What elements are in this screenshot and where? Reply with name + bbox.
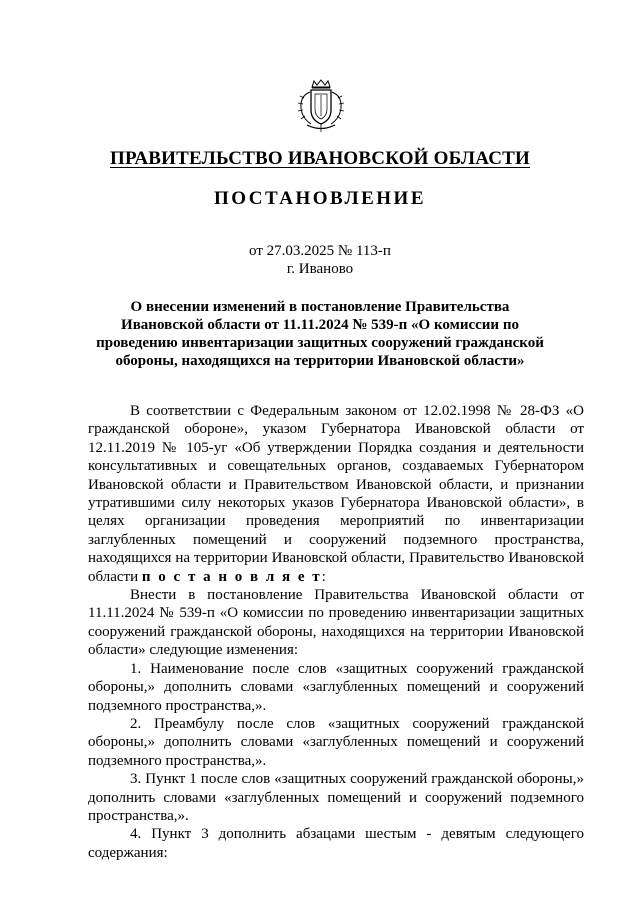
paragraph-amend: Внести в постановление Правительства Ивановской области от 11.11.2024 № 539-п «О комиссии по проведению инвентаризации защитных сооружений гражданской обороны, находящихся на территории Ивановской области» следующие изменения: <box>88 587 584 659</box>
city: г. Иваново <box>286 261 354 277</box>
coat-of-arms-icon <box>295 78 347 134</box>
paragraph-item-2: 2. Преамбулу после слов «защитных сооружений гражданской обороны,» дополнить словами «заглубленных помещений и сооружений подземного пространства,». <box>88 715 584 769</box>
organization-title: ПРАВИТЕЛЬСТВО ИВАНОВСКОЙ ОБЛАСТИ <box>110 148 530 169</box>
document-body <box>88 402 584 862</box>
paragraph-item-4: 4. Пункт 3 дополнить абзацами шестым - девятым следующего содержания: <box>88 826 584 861</box>
paragraph-item-3: 3. Пункт 1 после слов «защитных сооружений гражданской обороны,» дополнить словами «заглубленных помещений и сооружений подземного пространства,». <box>88 771 584 824</box>
preamble-colon: : <box>321 568 326 585</box>
paragraph-preamble <box>88 402 584 586</box>
preamble-text: В соответствии с Федеральным законом от 12.02.1998 № 28-ФЗ «О гражданской обороне», указом Губернатора Ивановской области от 12.11.2019 № 105-уг «Об утверждении Порядка создания и деятельности консультативных и совещательных органов, создаваемых Губернатором Ивановской области и Правительством Ивановской области, и признании утратившими силу некоторых указов Губернатора Ивановской области», в целях организации проведения мероприятий по инвентаризации заглубленных помещений и сооружений подземного пространства, находящихся на территории Ивановской области, Правительство Ивановской области <box>88 403 584 585</box>
document-subject: О внесении изменений в постановление Правительства Ивановской области от 11.11.2024 № 539-п «О комиссии по проведению инвентаризации защитных сооружений гражданской обороны, находящихся на территории Ивановской области» <box>96 299 544 369</box>
document-type: ПОСТАНОВЛЕНИЕ <box>213 188 427 209</box>
decree-word: п о с т а н о в л я е т <box>141 568 322 585</box>
document-meta <box>0 242 640 278</box>
date-number: от 27.03.2025 № 113-п <box>249 243 391 259</box>
paragraph-item-1: 1. Наименование после слов «защитных сооружений гражданской обороны,» дополнить словами «заглубленных помещений и сооружений подземного пространства,». <box>88 660 584 714</box>
